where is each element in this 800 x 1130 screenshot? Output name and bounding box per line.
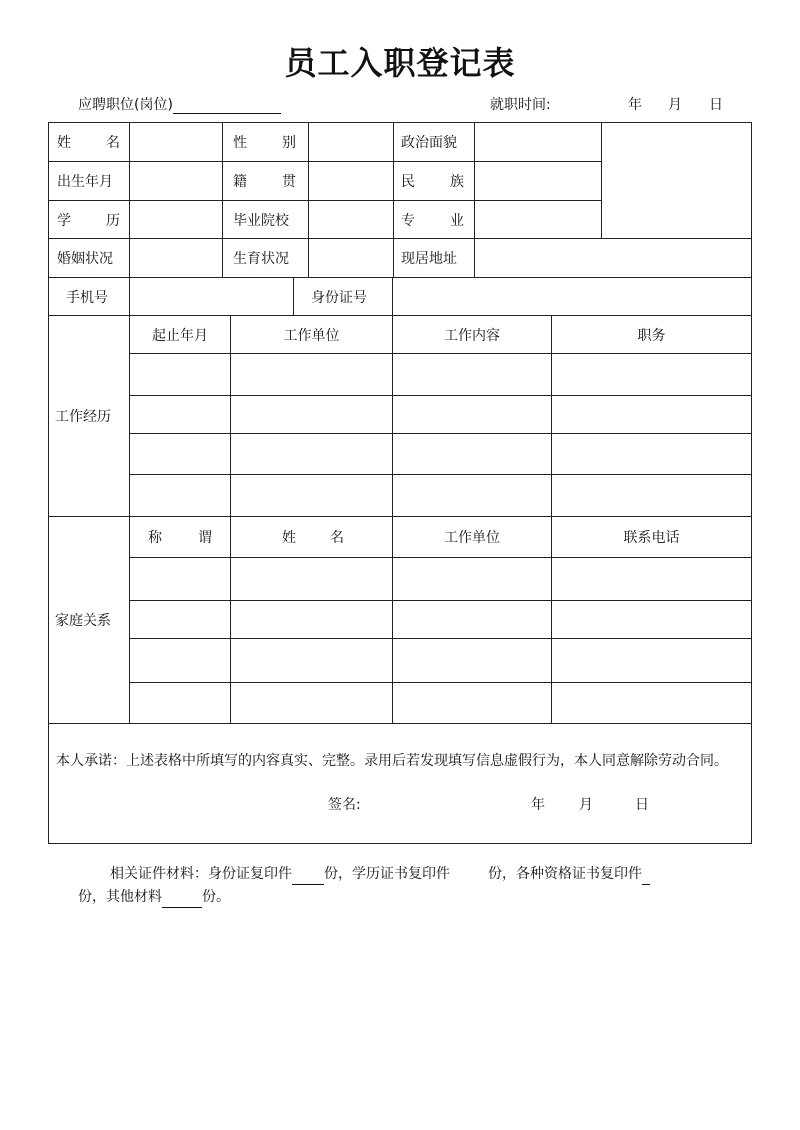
school-input[interactable] xyxy=(309,201,393,238)
address-input[interactable] xyxy=(475,239,751,277)
family-header-name: 姓 名 xyxy=(282,530,344,546)
education-label: 学 历 xyxy=(57,212,120,229)
sign-year: 年 xyxy=(531,797,545,813)
position-label: 应聘职位(岗位) xyxy=(78,97,173,113)
work-header-period: 起止年月 xyxy=(152,327,208,344)
work-row[interactable] xyxy=(130,396,751,433)
sign-label: 签名: xyxy=(328,797,361,813)
name-label: 姓 名 xyxy=(57,135,120,151)
family-header-relation: 称 谓 xyxy=(148,530,212,546)
native-label: 籍 贯 xyxy=(233,174,296,190)
fertility-input[interactable] xyxy=(309,239,393,277)
family-row[interactable] xyxy=(130,558,751,600)
work-section-label: 工作经历 xyxy=(55,409,111,425)
other-copies-blank[interactable] xyxy=(162,893,202,908)
work-header-content: 工作内容 xyxy=(444,327,500,344)
idcard-label: 身份证号 xyxy=(311,289,367,306)
education-input[interactable] xyxy=(130,201,222,238)
position-field xyxy=(78,94,281,114)
page-title: 员工入职登记表 xyxy=(284,44,516,82)
name-input[interactable] xyxy=(130,123,222,161)
birth-input[interactable] xyxy=(130,162,222,200)
sign-month: 月 xyxy=(579,797,593,813)
work-row[interactable] xyxy=(130,434,751,474)
family-row[interactable] xyxy=(130,601,751,638)
work-row[interactable] xyxy=(130,475,751,516)
signature-field[interactable] xyxy=(370,794,510,816)
family-row[interactable] xyxy=(130,683,751,723)
phone-label: 手机号 xyxy=(66,289,108,306)
school-label: 毕业院校 xyxy=(233,212,289,229)
family-section-label: 家庭关系 xyxy=(55,613,111,629)
cert-copies-blank[interactable] xyxy=(642,870,650,885)
start-year: 年 xyxy=(628,97,642,113)
work-row[interactable] xyxy=(130,354,751,395)
position-blank[interactable] xyxy=(173,99,281,114)
gender-input[interactable] xyxy=(309,123,393,161)
native-input[interactable] xyxy=(309,162,393,200)
family-header-phone: 联系电话 xyxy=(623,530,680,546)
major-input[interactable] xyxy=(475,201,601,238)
materials-line-1: 相关证件材料：身份证复印件 份，学历证书复印件 份，各种资格证书复印件 xyxy=(110,863,650,885)
birth-label: 出生年月 xyxy=(57,174,113,190)
start-month: 月 xyxy=(668,97,682,113)
address-label: 现居地址 xyxy=(401,251,457,267)
ethnic-label: 民 族 xyxy=(401,174,464,190)
gender-label: 性 别 xyxy=(233,135,296,151)
family-row[interactable] xyxy=(130,639,751,682)
materials-line-2: 份，其他材料 份。 xyxy=(78,886,230,908)
major-label: 专 业 xyxy=(401,212,464,229)
marital-label: 婚姻状况 xyxy=(57,251,113,267)
work-header-employer: 工作单位 xyxy=(283,327,340,344)
idcard-copies-blank[interactable] xyxy=(292,870,324,885)
photo-box[interactable] xyxy=(602,123,751,238)
politics-label: 政治面貌 xyxy=(401,135,457,151)
start-time-label: 就职时间: xyxy=(490,97,551,113)
ethnic-input[interactable] xyxy=(475,162,601,200)
marital-input[interactable] xyxy=(130,239,222,277)
phone-input[interactable] xyxy=(130,278,293,315)
fertility-label: 生育状况 xyxy=(233,251,289,267)
idcard-input[interactable] xyxy=(393,278,751,315)
family-header-employer: 工作单位 xyxy=(444,530,500,546)
politics-input[interactable] xyxy=(475,123,601,161)
start-day: 日 xyxy=(709,97,723,113)
work-header-position: 职务 xyxy=(637,327,666,344)
sign-day: 日 xyxy=(635,797,649,813)
pledge-text: 本人承诺：上述表格中所填写的内容真实、完整。录用后若发现填写信息虚假行为，本人同意解除劳动合同。 xyxy=(56,753,728,769)
